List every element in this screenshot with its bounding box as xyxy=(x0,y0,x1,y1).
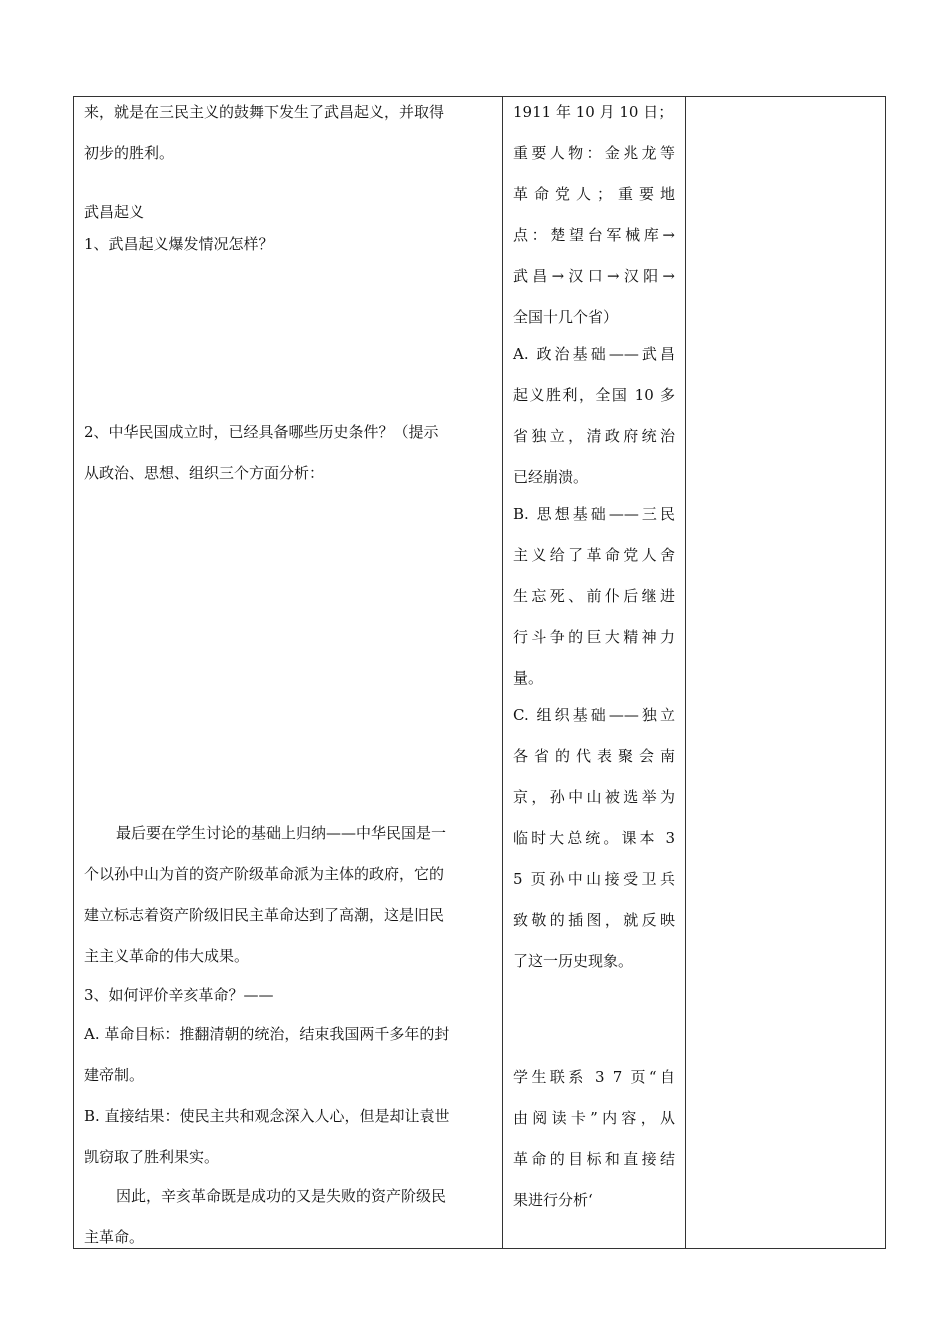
notes-column xyxy=(503,97,685,1248)
summary-line: 建立标志着资产阶级旧民主革命达到了高潮，这是旧民 xyxy=(84,906,445,924)
empty-column xyxy=(686,97,886,1248)
note-line: 省独立，清政府统治 xyxy=(513,427,675,445)
note-line: 全国十几个省） xyxy=(513,308,619,326)
answer-b-cont: 凯窃取了胜利果实。 xyxy=(84,1148,220,1166)
note-line: 点：楚望台军械库→ xyxy=(513,226,675,244)
text-line: 来，就是在三民主义的鼓舞下发生了武昌起义，并取得 xyxy=(84,103,445,121)
note-line: 量。 xyxy=(513,669,544,687)
question-2: 2、中华民国成立时，已经具备哪些历史条件？（提示 xyxy=(84,423,439,441)
note-line: 武昌→汉口→汉阳→ xyxy=(513,267,675,285)
conclusion: 因此，辛亥革命既是成功的又是失败的资产阶级民 xyxy=(116,1187,447,1205)
question-2-cont: 从政治、思想、组织三个方面分析： xyxy=(84,464,325,482)
note-line: A. 政治基础——武昌 xyxy=(513,345,675,363)
note-line: 学生联系 3 7 页“自 xyxy=(513,1068,675,1086)
question-3: 3、如何评价辛亥革命？—— xyxy=(84,986,274,1004)
note-line: B. 思想基础——三民 xyxy=(513,505,675,523)
section-heading: 武昌起义 xyxy=(84,203,145,221)
summary-line: 最后要在学生讨论的基础上归纳——中华民国是一 xyxy=(116,824,447,842)
answer-b: B. 直接结果：使民主共和观念深入人心，但是却让袁世 xyxy=(84,1107,450,1125)
note-line: 起义胜利，全国 10 多 xyxy=(513,386,675,404)
note-line: 临时大总统。课本 3 xyxy=(513,829,675,847)
note-line: 生忘死、前仆后继进 xyxy=(513,587,675,605)
note-line: 5 页孙中山接受卫兵 xyxy=(513,870,675,888)
note-line: 果进行分析‘ xyxy=(513,1191,593,1209)
question-1: 1、武昌起义爆发情况怎样？ xyxy=(84,235,274,253)
note-line: 行斗争的巨大精神力 xyxy=(513,628,675,646)
summary-line: 个以孙中山为首的资产阶级革命派为主体的政府，它的 xyxy=(84,865,445,883)
content-column xyxy=(74,97,502,1248)
text-line: 初步的胜利。 xyxy=(84,144,175,162)
note-line: 各省的代表聚会南 xyxy=(513,747,675,765)
conclusion-cont: 主革命。 xyxy=(84,1228,145,1246)
note-line: 革命的目标和直接结 xyxy=(513,1150,675,1168)
note-line: 重要人物：金兆龙等 xyxy=(513,144,675,162)
note-line: 了这一历史现象。 xyxy=(513,952,634,970)
note-line: 京，孙中山被选举为 xyxy=(513,788,675,806)
note-line: 由阅读卡”内容，从 xyxy=(513,1109,675,1127)
note-line: 1911 年 10 月 10 日； xyxy=(513,103,674,121)
note-line: C. 组织基础——独立 xyxy=(513,706,675,724)
note-line: 主义给了革命党人舍 xyxy=(513,546,675,564)
note-line: 革命党人；重要地 xyxy=(513,185,675,203)
note-line: 致敬的插图，就反映 xyxy=(513,911,675,929)
answer-a: A. 革命目标：推翻清朝的统治，结束我国两千多年的封 xyxy=(84,1025,450,1043)
answer-a-cont: 建帝制。 xyxy=(84,1066,145,1084)
lesson-table xyxy=(73,96,886,1249)
summary-line: 主主义革命的伟大成果。 xyxy=(84,947,250,965)
note-line: 已经崩溃。 xyxy=(513,468,589,486)
